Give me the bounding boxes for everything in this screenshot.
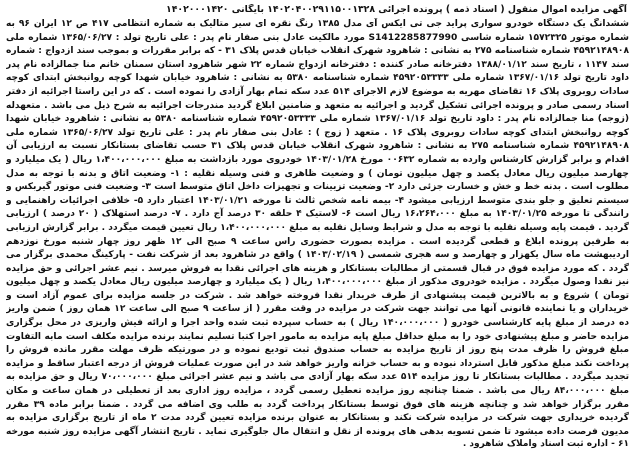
notice-title: آگهی مزایده اموال منقول ( اسناد ذمه ) پرونده اجرائی ۱۴۰۲۰۴۰۰۲۹۱۱۵۰۰۱۳۲۸ بایگانی ۱۴۰۲۰۰۰۱۴۲۰ [166, 4, 627, 15]
notice-footer: ۶۱ - اداره ثبت اسناد واملاک شاهرود . [462, 439, 629, 449]
notice-body: ششدانگ یک دستگاه خودرو سواری پراید جی تی ایکس آی مدل ۱۳۸۵ رنگ نقره ای سیر متالیک به شماره انتظامی ۴۱۷ ص ۱۲ ایران ۹۶ به شماره موتور ۱۵۷۲۳۲۵ شماره شاسی S1412285877990 مورد مالکیت عادل بنی صفار نام پدر : علی تاریخ تولد : ۱۳۶۵/۰۶/۲۷ شماره ملی ۴۵۹۲۱۴۸۹۰۸ شماره شناسنامه ۲۷۵ به نشانی : شاهرود شهرک انقلاب خیابان قدس پلاک ۳۱ - که برابر مقررات و بموجب سند ازدواج : شماره سند ۱۱۴۷ ، تاریخ سند ۱۳۸۸/۰۱/۱۲ دفترخانه صادر کننده : دفترخانه ازدواج شماره ۲۲ شهر شاهرود استان سمنان خانم منا جمالزاده نام پدر داود تاریخ تولد ۱۳۶۷/۰۱/۱۶ شماره ملی ۴۵۹۲۰۵۳۳۳۳ شماره شناسنامه ۵۳۸۰ به نشانی : شاهرود خیابان شهدا کوچه روانبخش ابتدای کوچه سادات روبروی پلاک ۱۶ تقاضای مهریه به موضوع لازم الاجرای ۵۱۴ عدد سکه تمام بهار آزادی را نموده است . که در این راستا اجرائیه از دفتر اسناد رسمی صادر و پرونده اجرائی تشکیل گردید و اجرائیه به متعهد و ضامنین ابلاغ گردید مندرجات اجرائیه به شرح ذیل می باشد . متعهدله (زوجه) منا جمالزاده نام پدر : داود تاریخ تولد ۱۳۶۷/۰۱/۱۶ شماره ملی ۴۵۹۲۰۵۳۳۳۳ شماره شناسنامه ۵۳۸۰ به نشانی : شاهرود خیابان شهدا کوچه روانبخش ابتدای کوچه سادات روبروی پلاک ۱۶ . متعهد ( زوج ) : عادل بنی صفار نام پدر : علی تاریخ تولد ۱۳۶۵/۰۶/۲۷ شماره ملی ۴۵۹۲۱۴۸۹۰۸ شماره شناسنامه ۲۷۵ به نشانی : شاهرود شهرک انقلاب خیابان قدس پلاک ۳۱ حسب تقاضای بستانکار نسبت به ارزیابی آن اقدام و برابر گزارش کارشناس وارده به شماره ۰۰۶۳۲ مورخ ۱۴۰۳/۰۱/۲۸ خودروی مورد بازداشت به مبلغ ۱،۴۰۰،۰۰۰،۰۰۰ ریال ( یک میلیارد و چهارصد میلیون ریال معادل یکصد و چهل میلیون تومان ) و وضعیت ظاهری و فنی وسیله نقلیه : ۱- وضعیت اتاق و بدنه با توجه به مدل مطلوب است . بدنه خط و خش و خسارت جزئی دارد ۲- وضعیت تزیینات و تجهیزات داخل اتاق متوسط است ۳- وضعیت فنی موتور گیربکس و سیستم تعلیق و جلو بندی متوسط ارزیابی میشود ۴- بیمه نامه شخص ثالث تا مورخه ۱۴۰۳/۰۱/۲۱ اعتبار دارد ۵- خلافی اجرائیات راهنمایی و رانندگی تا مورخه ۱۴۰۳/۰۱/۲۵ به مبلغ ۱۶،۲۶۴،۰۰۰ ریال است ۶- لاستیک ۴ حلقه ۳۰ درصد آج دارد . ۷- درصد استهلاک ( ۲۰ درصد ) ارزیابی گردید . قیمت پایه وسیله نقلیه با توجه به مدل و شرایط وسایل نقلیه به مبلغ ۱،۴۰۰،۰۰۰،۰۰۰ ریال تعیین قیمت میگردد . برابر گزارش ارزیابی به طرفین پرونده ابلاغ و قطعی گردیده است . مزایده بصورت حضوری راس ساعت ۹ صبح الی ۱۲ ظهر روز چهار شنبه مورخ نوزدهم اردیبهشت ماه سال یکهزار و چهارصد و سه هجری شمسی ( ۱۴۰۳/۰۲/۱۹ ) واقع در شاهرود بعد از شرکت نفت - پارکینگ محمدی برگزار می گردد . که مورد مزایده فوق در قبال قسمتی از مطالبات بستانکار و هزینه های اجرائی نقدا به فروش میرسد . نیم عشر اجرائی و حق مزایده نیز نقدا وصول میگردد . مزایده خودروی مذکور از مبلغ ۱،۴۰۰،۰۰۰،۰۰۰ ریال ( یک میلیارد و چهارصد میلیون ریال معادل یکصد و چهل میلیون تومان ) شروع و به بالاترین قیمت پیشنهادی از طرف خریدار نقدا فروخته خواهد شد . شرکت در جلسه مزایده برای عموم آزاد است و خریداران و یا نماینده قانونی آنها می توانند جهت شرکت در مزایده در وقت مقرر ( از ساعت ۹ صبح الی ساعت ۱۲ همان روز ) ضمن واریز ده درصد از مبلغ پایه کارشناسی خودرو ( ۱۴۰،۰۰۰،۰۰۰ ریال ) به حساب سپرده ثبت شده واحد اجرا و ارائه فیش واریزی در محل برگزاری مزایده حاضر و مبلغ پیشنهادی خود را به مبلغ حداقل مبلغ پایه مزایده به مامور اجرا کتبا تسلیم نمایند برنده مزایده مکلف است مابه التفاوت مبلغ فروش را ظرف مدت پنج روز از تاریخ مزایده به حساب صندوق ثبت تودیع نموده و در صورتیکه ظرف مهلت مقرر مانده فروش را پرداخت نکند مبلغ مذکور قابل استرداد نبوده و به حساب خزانه واریز خواهد شد در این صورت عملیات فروش از درجه اعتبار ساقط و مزایده تجدید میگردد . مطالبات بستانکار تا روز مزایده ۵۱۴ عدد سکه بهار آزادی می باشد و نیم عشر اجرائی مبلغ ۷۰،۰۰۰،۰۰۰ ریال و حق مزایده به مبلغ ۸۴،۰۰۰،۰۰۰ ریال می باشد . ضمنا چنانچه روز مزایده تعطیل رسمی گردد ، مزایده روز اداری بعد از تعطیلی در همان ساعت و مکان مقرر برگزار خواهد شد و چنانچه هزینه های فوق توسط بستانکار پرداخت گردد به طلب وی اضافه می گردد . ضمنا برابر ماده ۳۹ مقرر گردیده خریداری جهت شرکت در مزایده شرکت نکند و بستانکار به عنوان برنده مزایده تعیین گردد مدت ۲ ماه از تاریخ برگزاری مزایده به مدیون فرصت داده میشود تا ضمن تسویه بدهی های پرونده از نقل و انتقال مال جلوگیری نماید . تاریخ انتشار آگهی مزایده روز شنبه مورخه [6, 19, 629, 436]
